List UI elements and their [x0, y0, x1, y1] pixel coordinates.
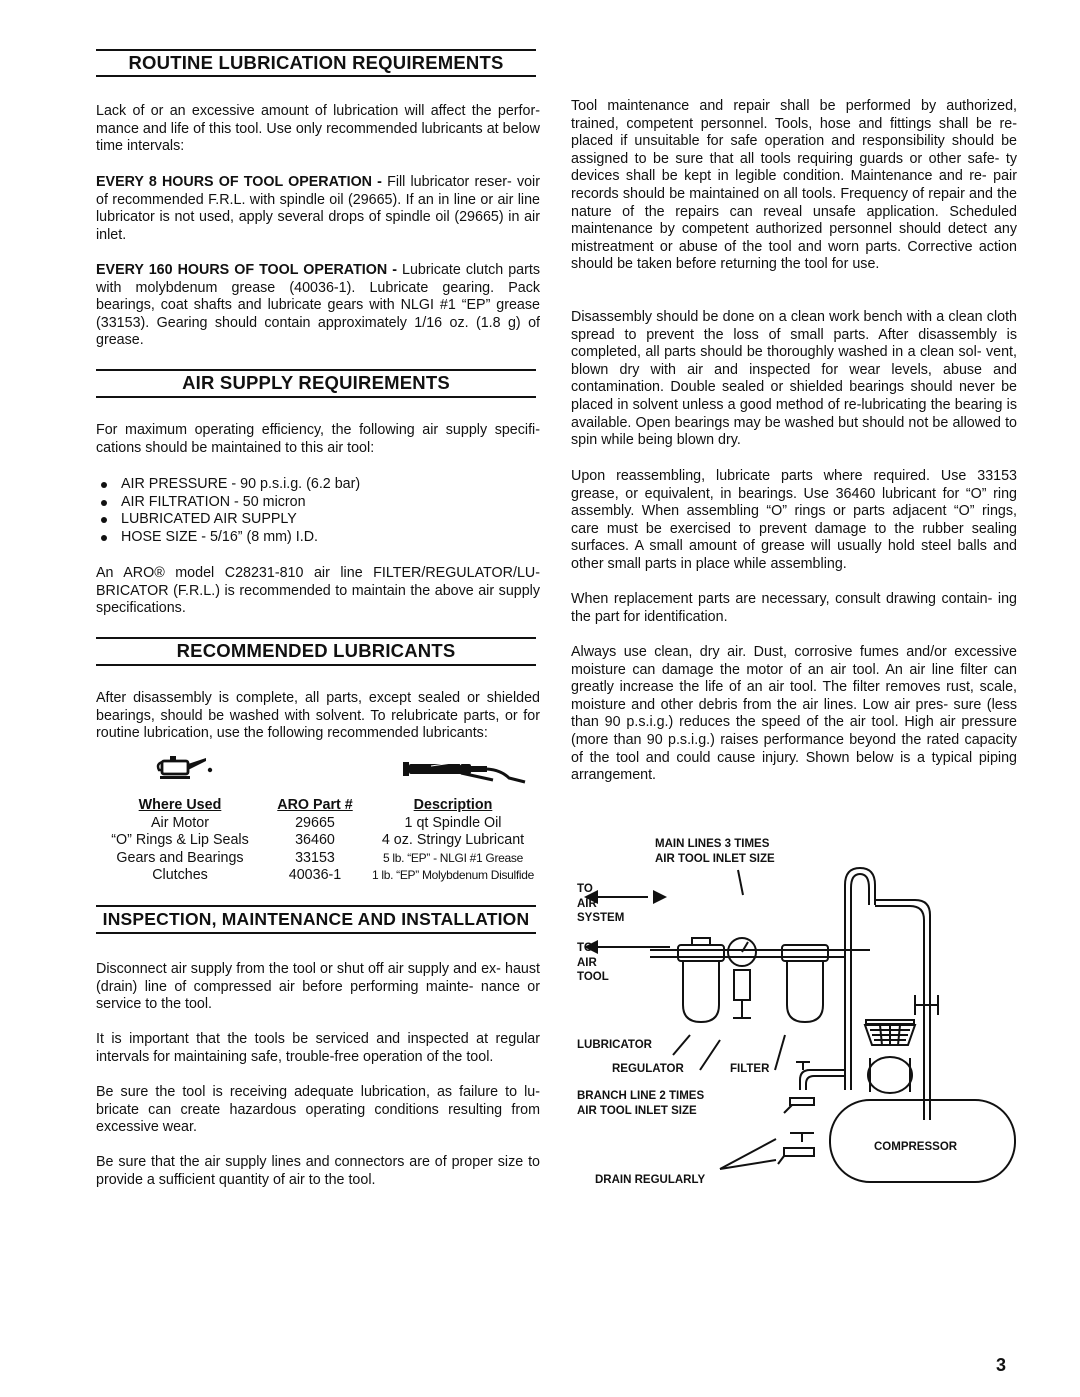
recommended-lubricants-heading: RECOMMENDED LUBRICANTS — [96, 640, 536, 662]
drain-regularly-label: DRAIN REGULARLY — [595, 1174, 706, 1186]
air-supply-list — [98, 476, 518, 546]
branch-line-label: BRANCH LINE 2 TIMES AIR TOOL INLET SIZE — [577, 1090, 705, 1117]
air-supply-heading: AIR SUPPLY REQUIREMENTS — [96, 372, 536, 394]
column-header: Where Used — [138, 797, 222, 813]
lubricator-label: LUBRICATOR — [577, 1039, 652, 1051]
list-item: AIR PRESSURE - 90 p.s.i.g. (6.2 bar) — [98, 476, 518, 494]
table-row: Air Motor 29665 1 qt Spindle Oil — [151, 814, 502, 831]
table-row: Gears and Bearings 33153 5 lb. “EP” - NLGI #1 Grease — [116, 849, 523, 866]
column-header: Description — [413, 797, 493, 813]
frl-recommendation: An ARO® model C28231-810 air line FILTER/REGULATOR/LU- BRICATOR (F.R.L.) is recommended to maintain the above air supply specifications. — [96, 565, 540, 617]
column-header: ARO Part # — [277, 797, 353, 813]
air-supply-intro: For maximum operating efficiency, the following air supply specifi- cations should be maintained to this air tool: — [96, 422, 540, 456]
grease-gun-icon — [401, 756, 531, 788]
maintenance-p5: Always use clean, dry air. Dust, corrosive fumes and/or excessive moisture can damage the motor of an air tool. An air line filter can greatly increase the life of an air tool. The filter removes rust, scale, moisture and other debris from the air lines. Low air pres- sure (less than 90 p.s.i.g.) reduces the speed of the air tool. High air pressure (more than 90 p.s.i.g.) raises performance beyond the rated capacity of the tool and could cause injury. Shown below is a typical piping arrangement. — [571, 644, 1017, 784]
compressor-label: COMPRESSOR — [874, 1141, 958, 1153]
maintenance-p1: Tool maintenance and repair shall be performed by authorized, trained, competent personnel. Tools, hose and fittings shall be re- placed if unsuitable for safe operation and responsibility should be assigned to be sure that all tools requiring guards or other safe- ty devices shall be kept in legible condition. Maintenance and re- pair records should be maintained on all tools. Frequency of repair and the nature of the repairs can reveal unsafe application. Scheduled maintenance by competent authorized personnel should detect any mistreatment or abuse of the tool and worn parts. Corrective action should be taken before returning the tool for use. — [571, 98, 1017, 273]
table-row: “O” Rings & Lip Seals 36460 4 oz. Stringy Lubricant — [111, 832, 525, 849]
routine-lubrication-heading: ROUTINE LUBRICATION REQUIREMENTS — [96, 52, 536, 74]
routine-intro: Lack of or an excessive amount of lubrication will affect the perfor- mance and life of this tool. Use only recommended lubricants at below time intervals: — [96, 103, 540, 155]
lubricants-intro: After disassembly is complete, all parts, except sealed or shielded bearings, should be washed with solvent. To relubricate parts, or for routine lubrication, use the following recommended lubricants: — [96, 690, 540, 742]
to-air-tool-label: TO AIR TOOL — [577, 942, 609, 983]
oil-can-icon — [154, 752, 214, 782]
regulator-label: REGULATOR — [612, 1063, 684, 1075]
inspection-p1: Disconnect air supply from the tool or shut off air supply and ex- haust (drain) line of compressed air before performing mainte- nance or service to the tool. — [96, 961, 540, 1013]
filter-label: FILTER — [730, 1063, 770, 1075]
routine-160-hours: EVERY 160 HOURS OF TOOL OPERATION - Lubricate clutch parts with molybdenum grease (40036-1). Lubricate gearing. Pack bearings, coat shafts and lubricate gears with NLGI #1 “EP” grease (33153). Gearing should contain approximately 1/16 oz. (1.8 g) of grease. — [96, 262, 540, 349]
list-item: LUBRICATED AIR SUPPLY — [98, 511, 518, 529]
routine-8-hours: EVERY 8 HOURS OF TOOL OPERATION - Fill lubricator reser- voir of recommended F.R.L. with spindle oil (29665). If an in line or air line lubricator is not used, apply several drops of spindle oil (29665) in air inlet. — [96, 174, 540, 243]
page-number: 3 — [996, 1355, 1007, 1375]
maintenance-p3: Upon reassembling, lubricate parts where required. Use 33153 grease, or equivalent, in bearings. Use 36460 lubricant for “O” ring assembly. When assembling “O” rings or parts adjacent “O” rings, care must be exercised to prevent damage to the rubber sealing surfaces. A small amount of grease will usually hold steel balls and other small parts in place while assembling. — [571, 468, 1017, 572]
main-lines-label: MAIN LINES 3 TIMES AIR TOOL INLET SIZE — [655, 838, 775, 865]
list-item: HOSE SIZE - 5/16” (8 mm) I.D. — [98, 529, 518, 547]
list-item: AIR FILTRATION - 50 micron — [98, 494, 518, 512]
inspection-p3: Be sure the tool is receiving adequate lubrication, as failure to lu- bricate can create hazardous operating conditions resulting from excessive wear. — [96, 1084, 540, 1136]
maintenance-p4: When replacement parts are necessary, consult drawing contain- ing the part for identification. — [571, 591, 1017, 625]
inspection-p2: It is important that the tools be serviced and inspected at regular intervals for maintaining safe, trouble-free operation of the tool. — [96, 1031, 540, 1065]
inspection-heading: INSPECTION, MAINTENANCE AND INSTALLATION — [96, 908, 536, 930]
table-row: Clutches 40036-1 1 lb. “EP” Molybdenum Disulfide — [152, 867, 535, 884]
piping-diagram — [570, 830, 1020, 1200]
lubricants-table — [96, 797, 540, 885]
inspection-p4: Be sure that the air supply lines and connectors are of proper size to provide a sufficient quantity of air to the tool. — [96, 1154, 540, 1188]
maintenance-p2: Disassembly should be done on a clean work bench with a clean cloth spread to prevent the loss of small parts. After disassembly is completed, all parts should be thoroughly washed in a clean sol- vent, blown dry with air and inspected for wear levels, abuse and contamination. Double sealed or shielded bearings should never be placed in solvent unless a good method of re-lubricating the bearing is available. Open bearings may be washed but should not be allowed to spin while being blown dry. — [571, 309, 1017, 449]
to-air-system-label: TO AIR SYSTEM — [577, 883, 625, 924]
